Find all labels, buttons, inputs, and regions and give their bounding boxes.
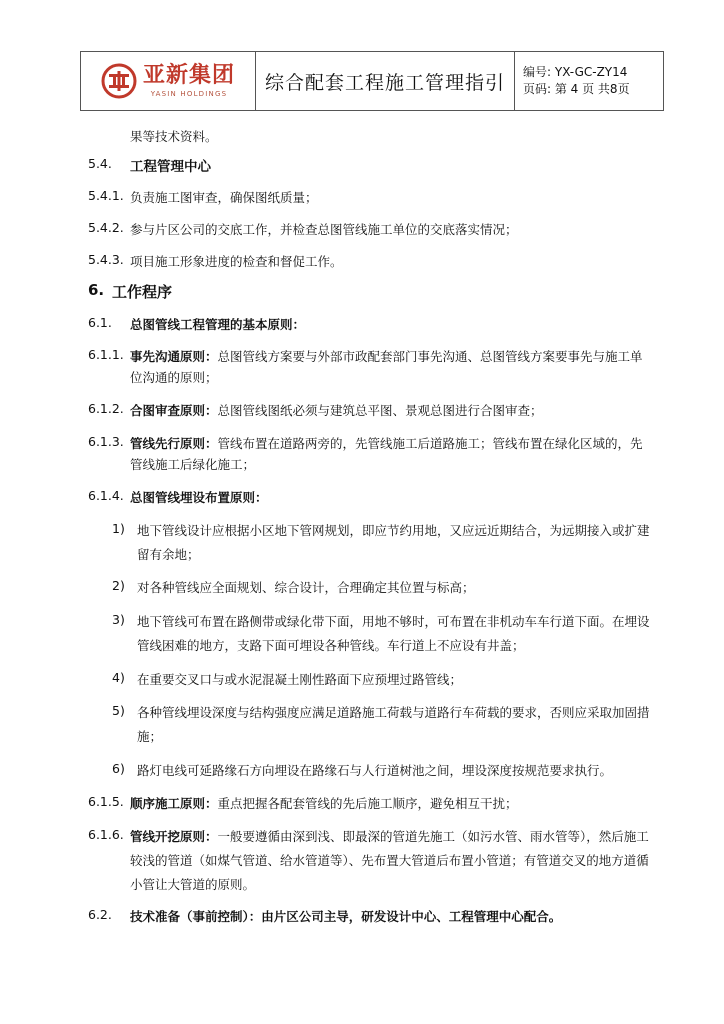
logo-cell [81,52,256,110]
list-text: 各种管线埋设深度与结构强度应满足道路施工荷载与道路行车荷载的要求，否则应采取加固措 [137,705,650,720]
section-number: 5.4. [88,156,112,171]
document-code: 编号: YX-GC-ZY14 [523,65,628,79]
list-text-continued: 管线困难的地方，支路下面可埋设各种管线。车行道上不应设有井盖； [137,638,525,653]
principle-text: 总图管线方案要与外部市政配套部门事先沟通、总图管线方案要事先与施工单 [217,349,643,364]
section-number: 6.1.6. [88,827,124,842]
list-number: 3) [112,612,125,627]
section-text [130,434,643,452]
section-text [130,827,649,845]
list-text-continued: 施； [137,729,163,744]
section-text: 参与片区公司的交底工作，并检查总图管线施工单位的交底落实情况； [130,222,518,237]
list-text: 在重要交叉口与或水泥混凝土刚性路面下应预埋过路管线； [137,672,463,687]
section-number: 5.4.2. [88,220,124,235]
section-text [130,401,543,419]
principle-text: 一般要遵循由深到浅、即最深的管道先施工（如污水管、雨水管等），然后施工 [217,829,649,844]
document-meta [515,52,663,110]
principle-text: 总图管线图纸必须与建筑总平图、景观总图进行合图审查； [217,403,543,418]
principle-name: 事先沟通原则： [130,349,218,364]
section-number: 6.1.1. [88,347,124,362]
list-number: 1) [112,521,125,536]
list-number: 5) [112,703,125,718]
section-title: 技术准备（事前控制）：由片区公司主导，研发设计中心、工程管理中心配合。 [130,909,562,924]
list-text: 地下管线可布置在路侧带或绿化带下面，用地不够时，可布置在非机动车车行道下面。在埋设 [137,614,650,629]
section-text-continued: 位沟通的原则； [130,370,218,385]
principle-name: 合图审查原则： [130,403,218,418]
section-text [130,347,643,365]
list-number: 4) [112,670,125,685]
section-text-continued: 管线施工后绿化施工； [130,457,256,472]
principle-text: 管线布置在道路两旁的，先管线施工后道路施工；管线布置在绿化区域的，先 [217,436,643,451]
document-title: 综合配套工程施工管理指引 [256,52,515,110]
section-text: 项目施工形象进度的检查和督促工作。 [130,254,343,269]
list-number: 2) [112,578,125,593]
list-text: 路灯电线可延路缘石方向埋设在路缘石与人行道树池之间，埋设深度按规范要求执行。 [137,763,613,778]
list-text-continued: 留有余地； [137,547,200,562]
section-text-continued: 较浅的管道（如煤气管道、给水管道等）、先布置大管道后布置小管道；有管道交叉的地方道循 [130,853,649,868]
chapter-title: 工作程序 [112,283,173,301]
list-text: 对各种管线应全面规划、综合设计，合理确定其位置与标高； [137,580,475,595]
section-number: 6.1. [88,315,112,330]
section-number: 5.4.3. [88,252,124,267]
section-number: 5.4.1. [88,188,124,203]
section-text: 负责施工图审查，确保图纸质量； [130,190,318,205]
principle-text: 重点把握各配套管线的先后施工顺序，避免相互干扰； [217,796,518,811]
principle-name: 管线先行原则： [130,436,218,451]
section-title: 总图管线工程管理的基本原则： [130,317,306,332]
section-title: 总图管线埋设布置原则： [130,490,268,505]
section-number: 6.1.4. [88,488,124,503]
principle-name: 管线开挖原则： [130,829,218,844]
logo-chinese-name: 亚新集团 [142,62,235,88]
list-number: 6) [112,761,125,776]
logo-english-name: YASIN HOLDINGS [150,89,228,98]
list-text: 地下管线设计应根据小区地下管网规划，即应节约用地，又应远近期结合，为远期接入或扩建 [137,523,650,538]
company-logo-icon [101,63,137,99]
principle-name: 顺序施工原则： [130,796,218,811]
section-number: 6.1.3. [88,434,124,449]
section-number: 6.2. [88,907,112,922]
section-number: 6.1.2. [88,401,124,416]
text-line: 果等技术资料。 [130,129,218,144]
section-text-continued: 小管让大管道的原则。 [130,877,256,892]
section-title: 工程管理中心 [130,159,211,175]
document-header [80,51,664,111]
page-number: 页码: 第 4 页 共8页 [523,82,630,96]
chapter-number: 6. [88,281,105,299]
section-text [130,794,518,812]
section-number: 6.1.5. [88,794,124,809]
